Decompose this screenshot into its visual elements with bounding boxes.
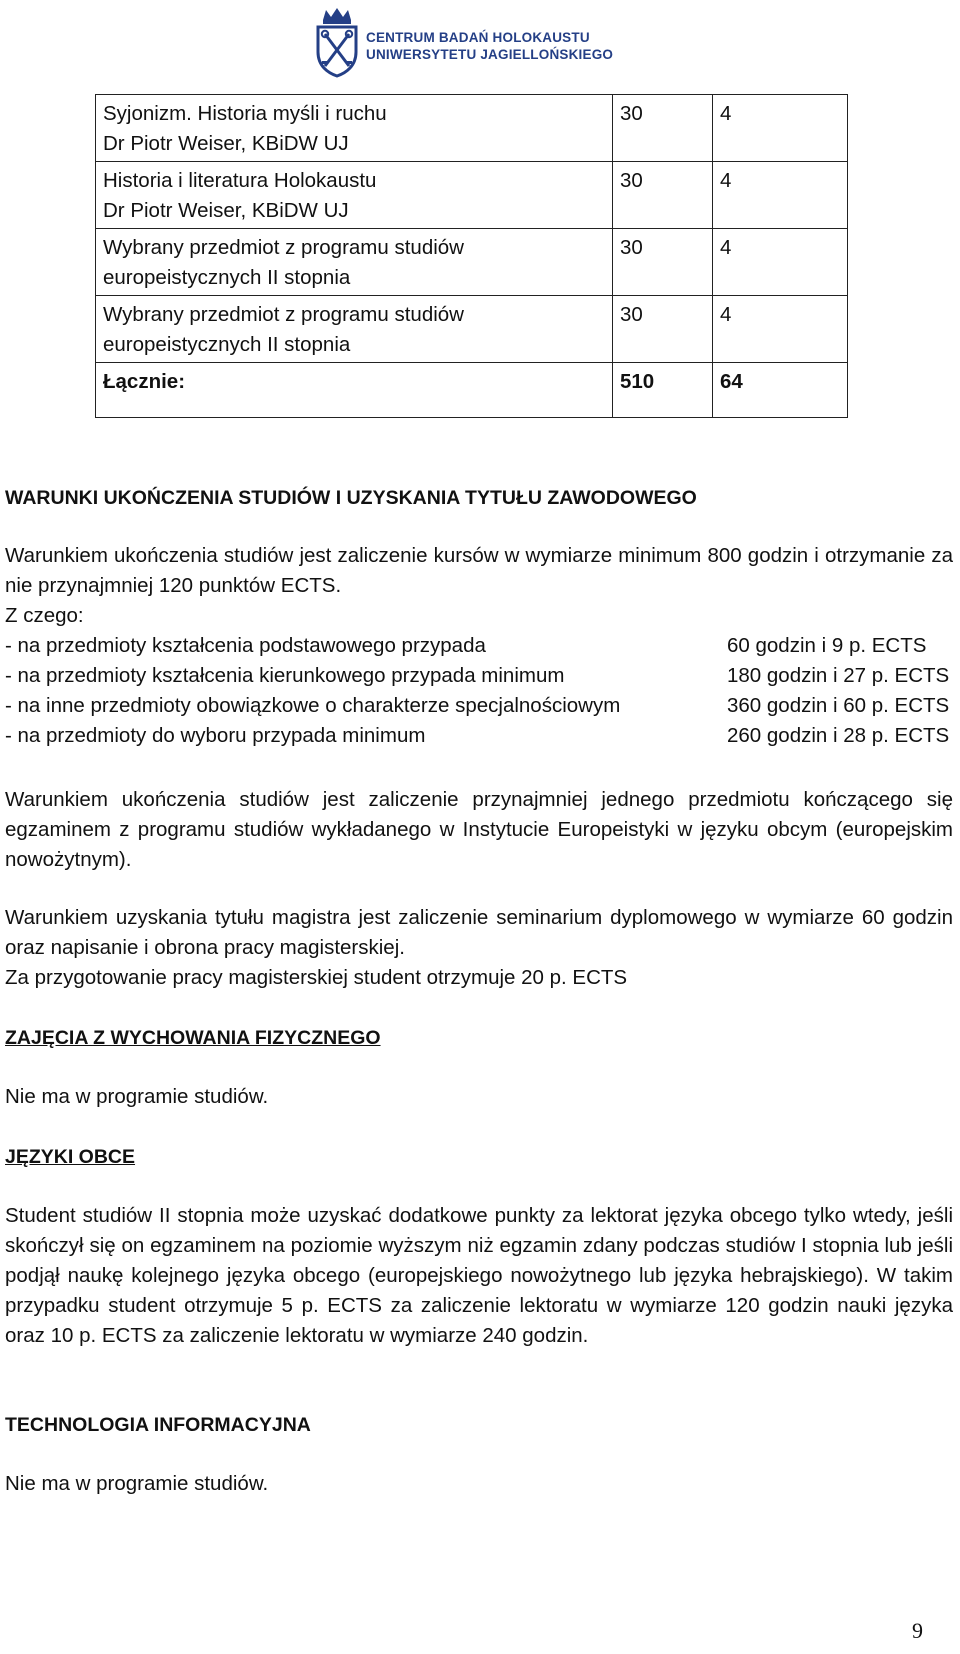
thesis-paragraph: Za przygotowanie pracy magisterskiej student otrzymuje 20 p. ECTS [5, 966, 628, 989]
table-row [96, 296, 848, 363]
table-row [96, 162, 848, 229]
requirement-label: - na inne przedmioty obowiązkowe o charakterze specjalnościowym [5, 694, 621, 717]
course-ects-cell: 4 [713, 229, 848, 296]
logo-text-line2: UNIWERSYTETU JAGIELLOŃSKIEGO [366, 47, 614, 62]
exam-paragraph: Warunkiem ukończenia studiów jest zaliczenie przynajmniej jednego przedmiotu kończącego się egzaminem z programu studiów wykładanego w Instytucie Europeistyki w języku obcym (europejskim nowożytnym). [5, 788, 953, 871]
requirement-value: 360 godzin i 60 p. ECTS [727, 694, 950, 717]
course-title: Syjonizm. Historia myśli i ruchu [103, 102, 387, 125]
table-total-row [96, 363, 848, 418]
course-ects-cell: 4 [713, 296, 848, 363]
course-title: Wybrany przedmiot z programu studiów [103, 236, 464, 259]
requirement-label: - na przedmioty kształcenia podstawowego przypada [5, 634, 486, 657]
section-heading-it: TECHNOLOGIA INFORMACYJNA [5, 1414, 311, 1436]
list-item [5, 661, 953, 691]
logo-text-line1: CENTRUM BADAŃ HOLOKAUSTU [366, 30, 590, 45]
course-title-continued: europeistycznych II stopnia [103, 266, 351, 289]
breakdown-label: Z czego: [5, 604, 84, 627]
table-row [96, 95, 848, 162]
course-title: Wybrany przedmiot z programu studiów [103, 303, 464, 326]
section-heading-physical-education: ZAJĘCIA Z WYCHOWANIA FIZYCZNEGO [5, 1027, 381, 1049]
course-title-continued: europeistycznych II stopnia [103, 333, 351, 356]
institution-logo [314, 6, 614, 78]
course-hours-cell: 30 [613, 95, 713, 162]
list-item [5, 631, 953, 661]
physical-education-text: Nie ma w programie studiów. [5, 1085, 269, 1108]
requirement-value: 60 godzin i 9 p. ECTS [727, 634, 927, 657]
requirement-label: - na przedmioty do wyboru przypada minimum [5, 724, 426, 747]
course-name-cell [96, 229, 613, 296]
course-name-cell [96, 95, 613, 162]
list-item [5, 691, 953, 721]
requirement-label: - na przedmioty kształcenia kierunkowego przypada minimum [5, 664, 565, 687]
languages-text: Student studiów II stopnia może uzyskać dodatkowe punkty za lektorat języka obcego tylko wtedy, jeśli skończył się on egzaminem na poziomie wyższym niż egzamin zdany podczas studiów I stopnia lub jeśli podjął naukę kolejnego języka obcego (europejskiego nowożytnego lub języka hebrajskiego). W takim przypadku student otrzymuje 5 p. ECTS za zaliczenie lektoratu w wymiarze 120 godzin nauki języka oraz 10 p. ECTS za zaliczenie lektoratu w wymiarze 240 godzin. [5, 1204, 953, 1347]
course-name-cell [96, 296, 613, 363]
master-paragraph: Warunkiem uzyskania tytułu magistra jest zaliczenie seminarium dyplomowego w wymiarze 60 godzin oraz napisanie i obrona pracy magisterskiej. [5, 906, 953, 959]
total-label-cell: Łącznie: [96, 363, 613, 418]
course-name-cell [96, 162, 613, 229]
completion-intro: Warunkiem ukończenia studiów jest zaliczenie kursów w wymiarze minimum 800 godzin i otrzymanie za nie przynajmniej 120 punktów ECTS. [5, 544, 953, 597]
courses-table [95, 94, 848, 418]
section-heading-languages: JĘZYKI OBCE [5, 1146, 136, 1168]
course-lecturer: Dr Piotr Weiser, KBiDW UJ [103, 199, 349, 222]
crest-icon [314, 6, 360, 78]
course-ects-cell: 4 [713, 95, 848, 162]
requirements-list [5, 601, 953, 751]
list-item [5, 721, 953, 751]
total-ects-cell: 64 [713, 363, 848, 418]
requirement-value: 260 godzin i 28 p. ECTS [727, 724, 950, 747]
table-row [96, 229, 848, 296]
page-number: 9 [912, 1618, 923, 1643]
course-title: Historia i literatura Holokaustu [103, 169, 377, 192]
course-hours-cell: 30 [613, 296, 713, 363]
it-text: Nie ma w programie studiów. [5, 1472, 269, 1495]
requirement-value: 180 godzin i 27 p. ECTS [727, 664, 950, 687]
course-hours-cell: 30 [613, 162, 713, 229]
course-hours-cell: 30 [613, 229, 713, 296]
total-hours-cell: 510 [613, 363, 713, 418]
section-heading-completion: WARUNKI UKOŃCZENIA STUDIÓW I UZYSKANIA TYTUŁU ZAWODOWEGO [5, 487, 697, 509]
course-ects-cell: 4 [713, 162, 848, 229]
course-lecturer: Dr Piotr Weiser, KBiDW UJ [103, 132, 349, 155]
